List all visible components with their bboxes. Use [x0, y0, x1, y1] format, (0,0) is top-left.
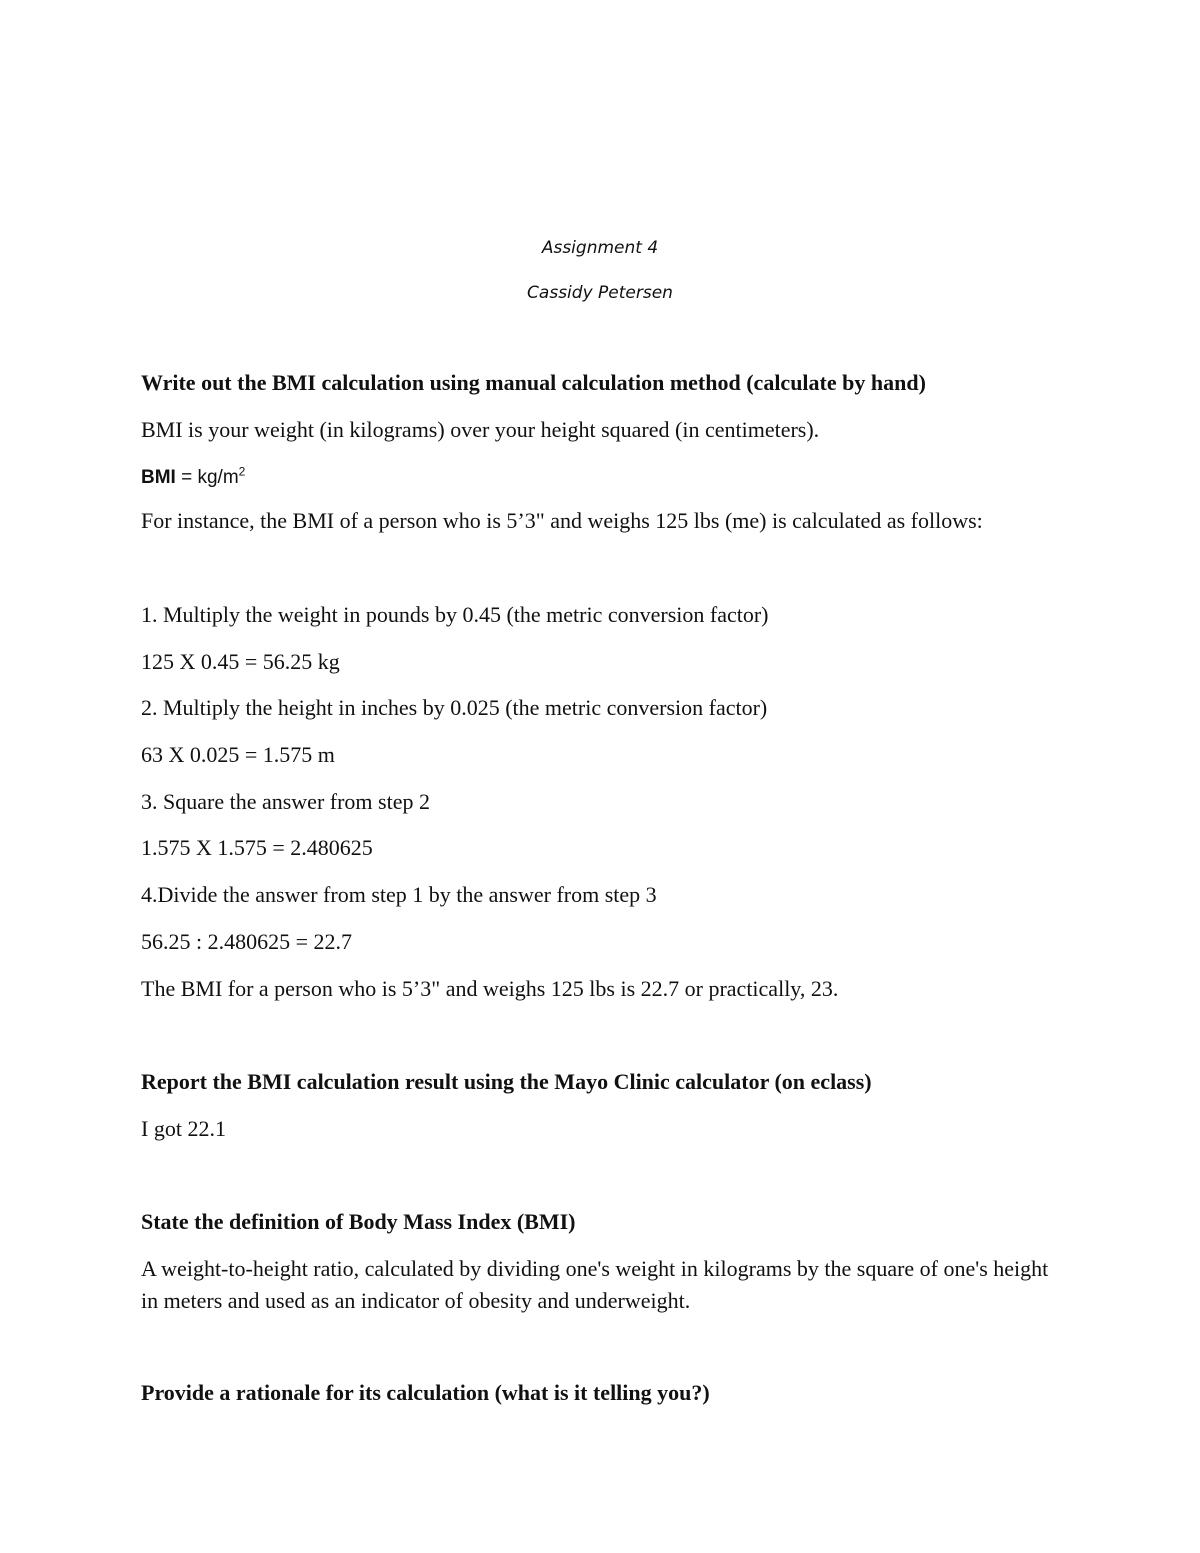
example-intro: For instance, the BMI of a person who is 5’3" and weighs 125 lbs (me) is calculated as follows: [141, 508, 983, 533]
rationale-heading: Provide a rationale for its calculation (what is it telling you?) [141, 1380, 710, 1405]
bmi-formula [141, 462, 245, 494]
formula-exponent: 2 [238, 464, 246, 479]
assignment-title: Assignment 4 [541, 238, 659, 258]
author-name: Cassidy Petersen [527, 283, 673, 303]
step-line: 63 X 0.025 = 1.575 m [141, 742, 335, 767]
definition-heading: State the definition of Body Mass Index (BMI) [141, 1209, 576, 1234]
step-line: 1. Multiply the weight in pounds by 0.45 (the metric conversion factor) [141, 602, 769, 627]
step-line: 1.575 X 1.575 = 2.480625 [141, 835, 373, 860]
bmi-conclusion: The BMI for a person who is 5’3" and weighs 125 lbs is 22.7 or practically, 23. [141, 976, 839, 1001]
mayo-heading: Report the BMI calculation result using the Mayo Clinic calculator (on eclass) [141, 1069, 872, 1094]
step-line: 125 X 0.45 = 56.25 kg [141, 649, 340, 674]
step-line: 56.25 : 2.480625 = 22.7 [141, 929, 353, 954]
step-line: 4.Divide the answer from step 1 by the answer from step 3 [141, 882, 657, 907]
mayo-answer: I got 22.1 [141, 1116, 226, 1141]
bmi-intro: BMI is your weight (in kilograms) over your height squared (in centimeters). [141, 417, 820, 442]
formula-units: = kg/m [175, 467, 239, 488]
definition-answer: A weight-to-height ratio, calculated by dividing one's weight in kilograms by the square of one's height in meters and used as an indicator of obesity and underweight. [141, 1256, 1049, 1313]
formula-label: BMI [141, 467, 176, 488]
manual-heading: Write out the BMI calculation using manual calculation method (calculate by hand) [141, 370, 926, 395]
step-line: 2. Multiply the height in inches by 0.025 (the metric conversion factor) [141, 695, 768, 720]
step-line: 3. Square the answer from step 2 [141, 789, 430, 814]
